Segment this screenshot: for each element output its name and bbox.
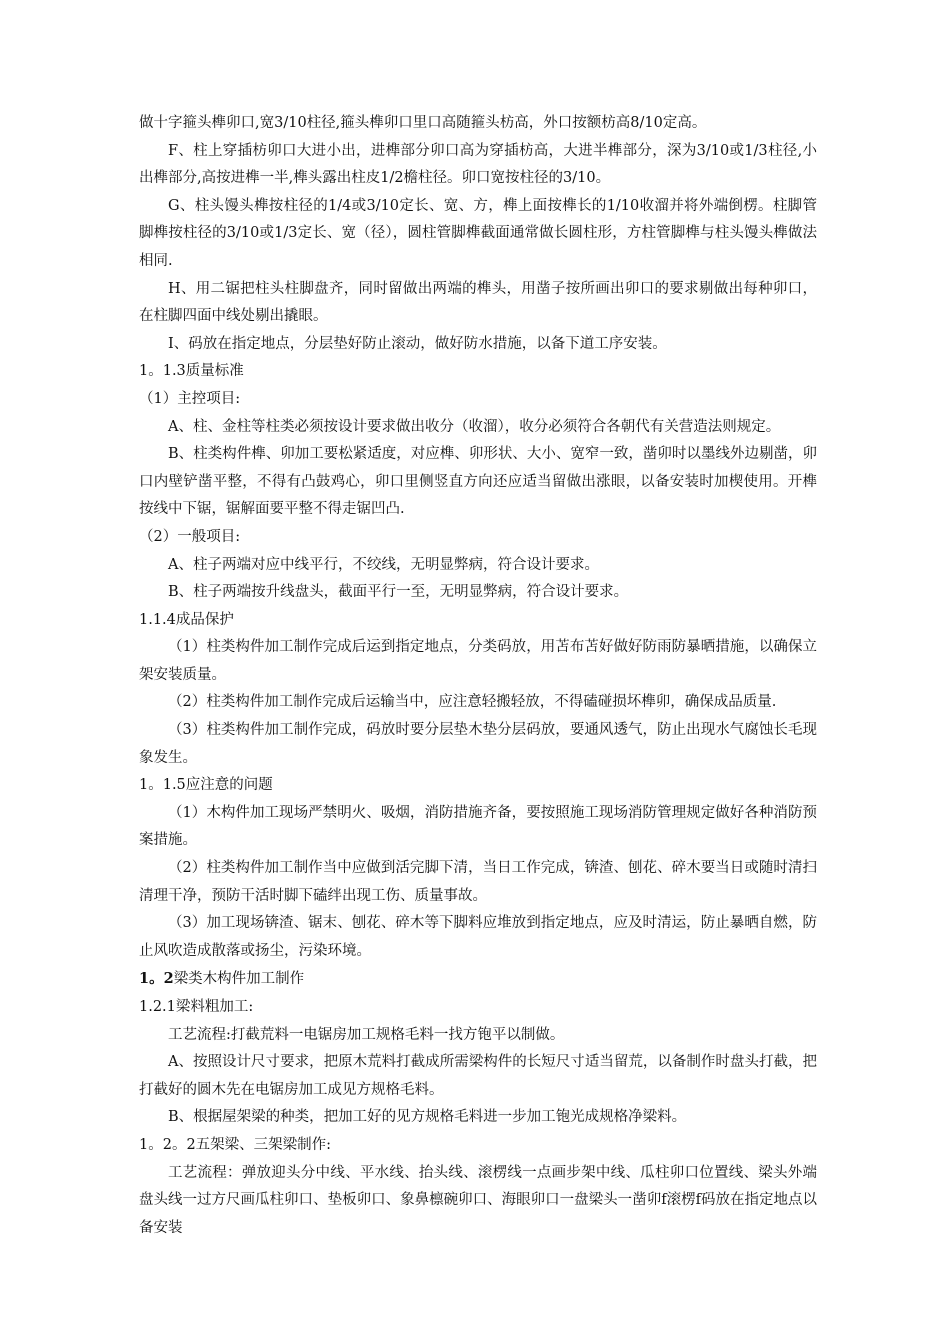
subsection-heading: （1）主控项目: (139, 390, 241, 407)
section-heading: 1。1.5应注意的问题 (139, 777, 273, 794)
paragraph: （2）柱类构件加工制作完成后运输当中，应注意轻搬轻放，不得磕碰损坏榫卯，确保成品质量. (168, 694, 777, 711)
document-body (139, 110, 817, 1242)
chapter-heading (139, 965, 817, 994)
paragraph: 工艺流程：弹放迎头分中线、平水线、抬头线、滚楞线一点画步架中线、瓜柱卯口位置线、梁头外端盘头线一过方尺画瓜柱卯口、垫板卯口、象鼻檩碗卯口、海眼卯口一盘梁头一凿卯f滚楞f码放在指定地点以备安装 (139, 1164, 817, 1236)
paragraph: A、按照设计尺寸要求，把原木荒料打截成所需梁构件的长短尺寸适当留荒，以备制作时盘头打截，把打截好的圆木先在电锯房加工成见方规格毛料。 (139, 1054, 817, 1098)
paragraph: （3）加工现场锛渣、锯末、刨花、碎木等下脚料应堆放到指定地点，应及时清运，防止暴晒自燃，防止风吹造成散落或扬尘，污染环境。 (139, 915, 817, 959)
subsection-heading: （2）一般项目: (139, 528, 241, 545)
paragraph: A、柱、金柱等柱类必须按设计要求做出收分（收溜），收分必须符合各朝代有关营造法则规定。 (168, 418, 781, 435)
paragraph: B、柱子两端按升线盘头，截面平行一至，无明显弊病，符合设计要求。 (168, 584, 629, 601)
paragraph: 工艺流程:打截荒料一电锯房加工规格毛料一找方铇平以制做。 (168, 1026, 565, 1043)
paragraph: H、用二锯把柱头柱脚盘齐，同时留做出两端的榫头，用凿子按所画出卯口的要求剔做出每种卯口，在柱脚四面中线处剔出撬眼。 (139, 280, 817, 325)
chapter-title: 梁类木构件加工制作 (173, 971, 305, 988)
section-heading: 1.1.4成品保护 (139, 611, 234, 628)
paragraph: B、根据屋架梁的种类，把加工好的见方规格毛料进一步加工铇光成规格净梁料。 (168, 1109, 687, 1126)
paragraph: （3）柱类构件加工制作完成，码放时要分层垫木垫分层码放，要通风透气，防止出现水气腐蚀长毛现象发生。 (139, 722, 817, 766)
paragraph: 做十字箍头榫卯口,宽3/10柱径,箍头榫卯口里口高随箍头枋高，外口按额枋高8/10定高。 (139, 115, 707, 131)
section-heading: 1.2.1梁料粗加工: (139, 999, 254, 1015)
paragraph: G、柱头馒头榫按柱径的1/4或3/10定长、宽、方，榫上面按榫长的1/10收溜并将外端倒楞。柱脚管脚榫按柱径的3/10或1/3定长、宽（径），圆柱管脚榫截面通常做长圆柱形，方柱管脚榫与柱头馒头榫做法相同. (139, 197, 817, 269)
paragraph: F、柱上穿插枋卯口大进小出，进榫部分卯口高为穿插枋高，大进半榫部分，深为3/10或1/3柱径,小出榫部分,高按进榫一半,榫头露出柱皮1/2檐柱径。卯口宽按柱径的3/10。 (139, 142, 817, 187)
chapter-number: 1。2 (139, 970, 174, 988)
paragraph: I、码放在指定地点，分层垫好防止滚动，做好防水措施，以备下道工序安装。 (168, 335, 667, 352)
paragraph: B、柱类构件榫、卯加工要松紧适度，对应榫、卯形状、大小、宽窄一致，凿卯时以墨线外边剔凿，卯口内壁铲凿平整，不得有凸鼓鸡心，卯口里侧竖直方向还应适当留做出涨眼，以备安装时加楔使用。开榫按线中下锯，锯解面要平整不得走锯凹凸. (139, 446, 817, 518)
paragraph: （2）柱类构件加工制作当中应做到活完脚下清，当日工作完成，锛渣、刨花、碎木要当日或随时清扫清理干净，预防干活时脚下磕绊出现工伤、质量事故。 (139, 860, 817, 904)
paragraph: A、柱子两端对应中线平行，不绞线，无明显弊病，符合设计要求。 (168, 556, 599, 573)
section-heading: 1。2。2五架梁、三架梁制作: (139, 1136, 332, 1153)
paragraph: （1）柱类构件加工制作完成后运到指定地点，分类码放，用苫布苫好做好防雨防暴晒措施，以确保立架安装质量。 (139, 639, 817, 683)
paragraph: （1）木构件加工现场严禁明火、吸烟，消防措施齐备，要按照施工现场消防管理规定做好各种消防预案措施。 (139, 804, 817, 849)
section-heading: 1。1.3质量标准 (139, 363, 244, 380)
